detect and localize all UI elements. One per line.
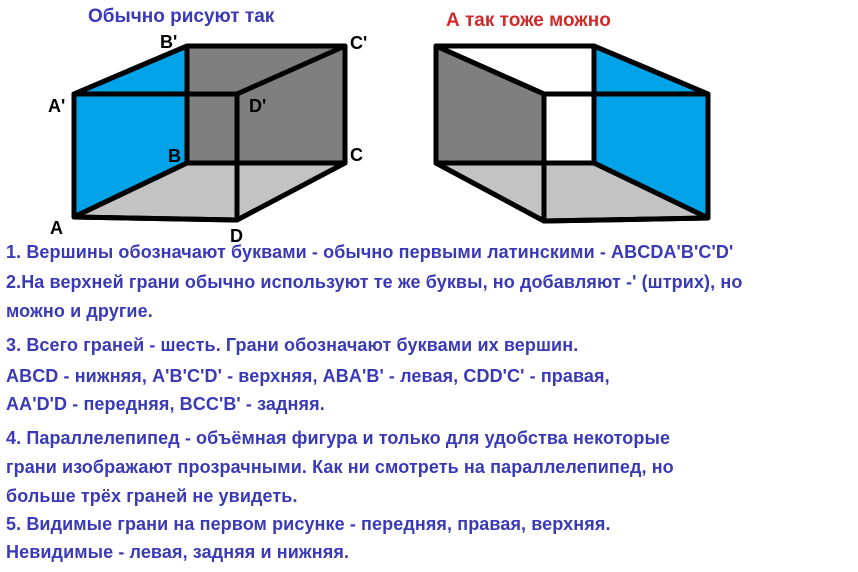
vertex-label-b1: B' [160,32,178,52]
text-line-3: можно и другие. [6,301,153,321]
vertex-label-a1: A' [48,96,66,116]
heading-right: А так тоже можно [446,10,611,31]
vertex-label-c1: C' [350,33,368,53]
right-parallelepiped [436,46,708,221]
text-line-6: AA'D'D - передняя, BCC'B' - задняя. [6,394,325,414]
vertex-label-c: C [350,145,363,165]
vertex-label-d1: D' [249,96,267,116]
text-line-10: 5. Видимые грани на первом рисунке - передняя, правая, верхняя. [6,514,611,534]
text-line-1: 1. Вершины обозначают буквами - обычно первыми латинскими - ABCDA'B'C'D' [6,242,734,262]
text-line-8: грани изображают прозрачными. Как ни смотреть на параллелепипед, но [6,457,674,477]
left-parallelepiped [74,46,345,220]
text-line-5: ABCD - нижняя, A'B'C'D' - верхняя, ABA'B' - левая, CDD'C' - правая, [6,366,610,386]
text-line-9: больше трёх граней не увидеть. [6,486,298,506]
right-edge-front-bottom [544,218,708,221]
text-line-11: Невидимые - левая, задняя и нижняя. [6,542,350,562]
left-edge-ad [74,217,237,220]
text-line-7: 4. Параллелепипед - объёмная фигура и только для удобства некоторые [6,428,671,448]
vertex-label-d: D [230,226,243,246]
text-line-2: 2.На верхней грани обычно используют те же буквы, но добавляют -' (штрих), но [6,272,743,292]
heading-left: Обычно рисуют так [88,6,275,27]
vertex-label-a: A [50,218,63,238]
vertex-label-b: B [168,146,181,166]
text-line-4: 3. Всего граней - шесть. Грани обозначают буквами их вершин. [6,335,579,355]
